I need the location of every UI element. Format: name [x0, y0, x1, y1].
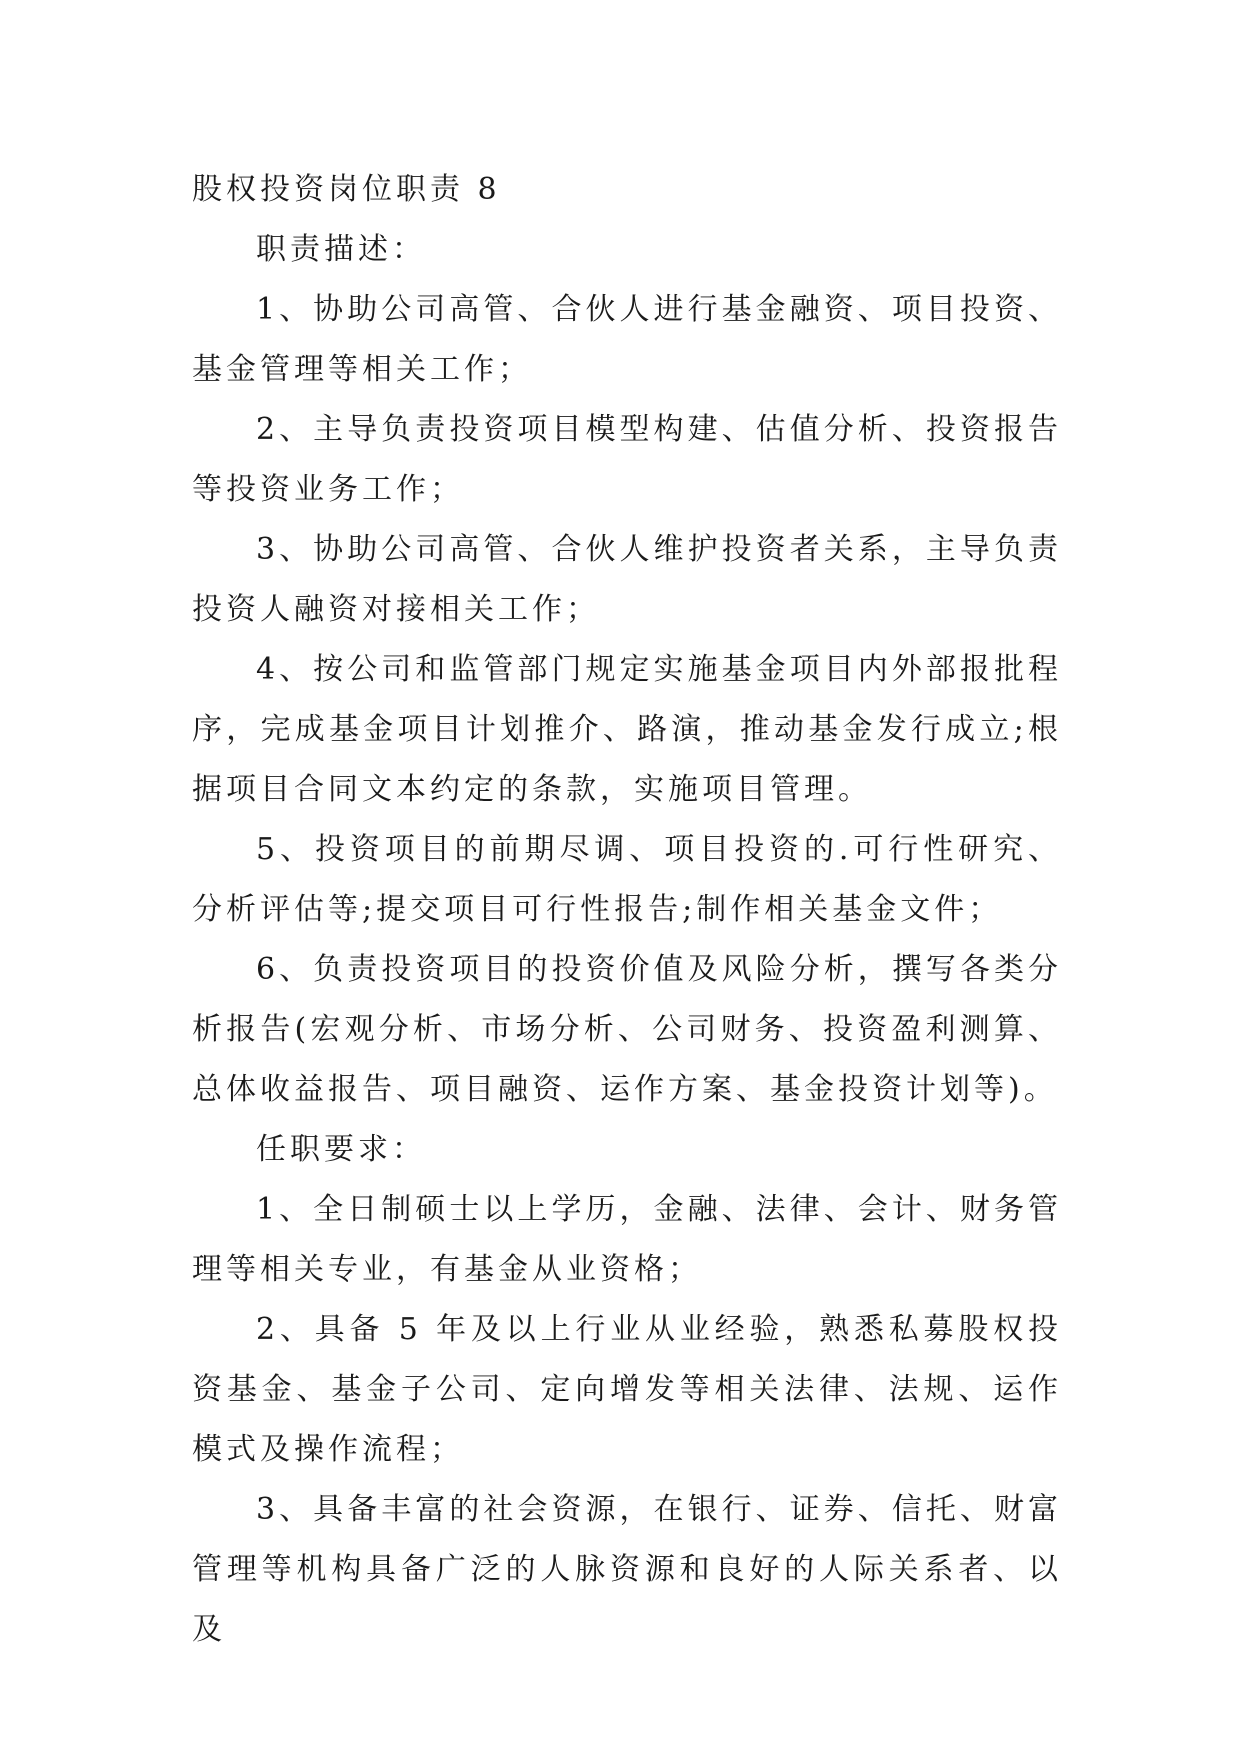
- duty-item: 2、主导负责投资项目模型构建、估值分析、投资报告等投资业务工作；: [192, 412, 1062, 507]
- duty-item: 3、协助公司高管、合伙人维护投资者关系，主导负责投资人融资对接相关工作；: [192, 532, 1062, 627]
- duty-item: 6、负责投资项目的投资价值及风险分析，撰写各类分析报告(宏观分析、市场分析、公司财务、投资盈利测算、总体收益报告、项目融资、运作方案、基金投资计划等)。: [192, 952, 1062, 1107]
- requirement-item: 1、全日制硕士以上学历，金融、法律、会计、财务管理等相关专业，有基金从业资格；: [192, 1192, 1062, 1287]
- document-body: [192, 160, 1062, 1660]
- duty-item: 1、协助公司高管、合伙人进行基金融资、项目投资、基金管理等相关工作；: [192, 292, 1062, 387]
- duty-item: 5、投资项目的前期尽调、项目投资的.可行性研究、分析评估等;提交项目可行性报告;制作相关基金文件；: [192, 832, 1062, 927]
- requirement-item: 2、具备 5 年及以上行业从业经验，熟悉私募股权投资基金、基金子公司、定向增发等相关法律、法规、运作模式及操作流程；: [192, 1312, 1062, 1467]
- document-title: 股权投资岗位职责 8: [192, 172, 501, 207]
- requirement-item: 3、具备丰富的社会资源，在银行、证券、信托、财富管理等机构具备广泛的人脉资源和良好的人际关系者、以及: [192, 1492, 1062, 1647]
- requirements-heading: 任职要求：: [256, 1132, 426, 1167]
- duties-heading: 职责描述：: [256, 232, 426, 267]
- duty-item: 4、按公司和监管部门规定实施基金项目内外部报批程序，完成基金项目计划推介、路演，推动基金发行成立;根据项目合同文本约定的条款，实施项目管理。: [192, 652, 1062, 807]
